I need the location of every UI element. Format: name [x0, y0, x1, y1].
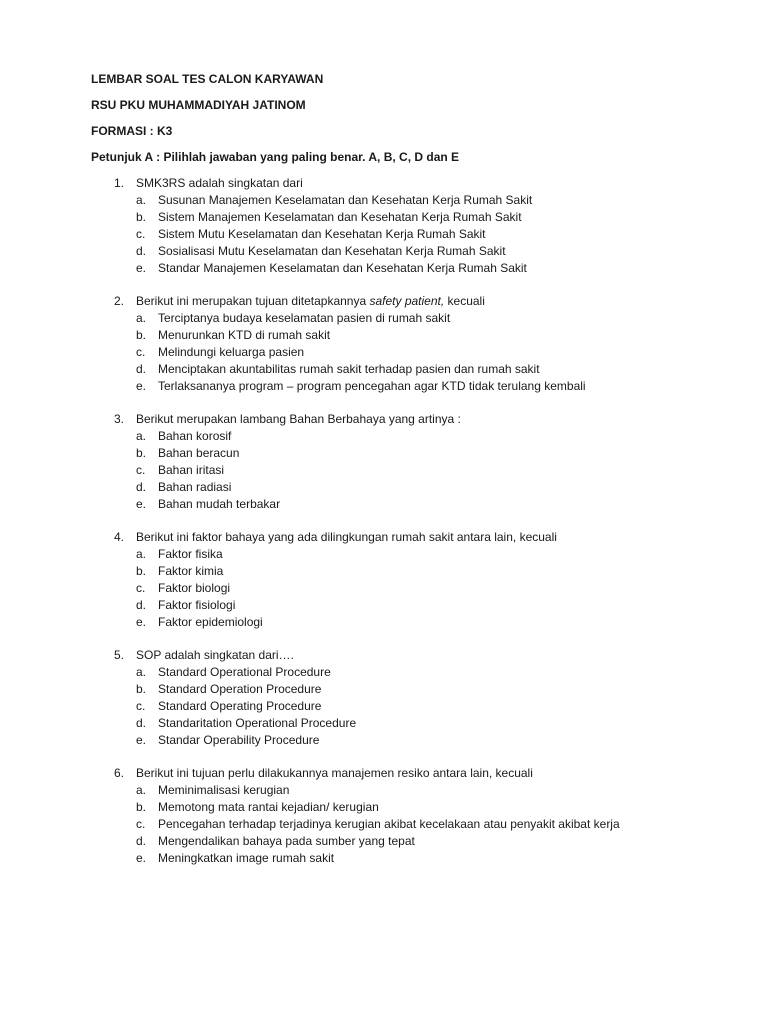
option-b: [0, 681, 768, 698]
option-c: [0, 226, 768, 243]
option-e: [0, 732, 768, 749]
option-text: Susunan Manajemen Keselamatan dan Kesehatan Kerja Rumah Sakit: [158, 193, 533, 207]
option-b: [0, 445, 768, 462]
option-text: Standar Manajemen Keselamatan dan Kesehatan Kerja Rumah Sakit: [158, 261, 527, 275]
option-d: [0, 243, 768, 260]
option-letter: b.: [136, 800, 147, 814]
option-d: [0, 597, 768, 614]
option-b: [0, 799, 768, 816]
option-letter: c.: [136, 817, 146, 831]
option-d: [0, 479, 768, 496]
question-number: 3.: [114, 412, 125, 426]
option-letter: c.: [136, 345, 146, 359]
question-1: [0, 175, 768, 277]
option-text: Sosialisasi Mutu Keselamatan dan Kesehatan Kerja Rumah Sakit: [158, 244, 506, 258]
option-text: Melindungi keluarga pasien: [158, 345, 305, 359]
option-text: Faktor biologi: [158, 581, 231, 595]
question-3: [0, 411, 768, 513]
option-letter: a.: [136, 311, 147, 325]
question-text: Berikut merupakan lambang Bahan Berbahaya yang artinya :: [136, 412, 461, 426]
option-text: Standaritation Operational Procedure: [158, 716, 357, 730]
option-e: [0, 850, 768, 867]
option-b: [0, 327, 768, 344]
option-letter: d.: [136, 244, 147, 258]
option-letter: d.: [136, 362, 147, 376]
question-text-end: kecuali: [444, 294, 485, 308]
option-letter: c.: [136, 463, 146, 477]
option-letter: c.: [136, 581, 146, 595]
question-number: 4.: [114, 530, 125, 544]
question-number: 5.: [114, 648, 125, 662]
option-c: [0, 344, 768, 361]
option-text: Mengendalikan bahaya pada sumber yang tepat: [158, 834, 415, 848]
option-text: Faktor epidemiologi: [158, 615, 263, 629]
option-b: [0, 563, 768, 580]
option-letter: b.: [136, 328, 147, 342]
option-letter: d.: [136, 598, 147, 612]
option-text: Standard Operational Procedure: [158, 665, 331, 679]
option-text: Terciptanya budaya keselamatan pasien di rumah sakit: [158, 311, 451, 325]
option-text: Menurunkan KTD di rumah sakit: [158, 328, 331, 342]
option-a: [0, 546, 768, 563]
option-c: [0, 462, 768, 479]
option-d: [0, 361, 768, 378]
option-letter: e.: [136, 379, 147, 393]
option-text: Bahan korosif: [158, 429, 232, 443]
option-text: Pencegahan terhadap terjadinya kerugian akibat kecelakaan atau penyakit akibat kerja: [158, 817, 620, 831]
option-text: Meminimalisasi kerugian: [158, 783, 290, 797]
option-text: Meningkatkan image rumah sakit: [158, 851, 335, 865]
option-letter: a.: [136, 429, 147, 443]
option-a: [0, 310, 768, 327]
question-text: [136, 293, 485, 310]
option-letter: b.: [136, 210, 147, 224]
option-a: [0, 192, 768, 209]
question-number: 6.: [114, 766, 125, 780]
question-text-start: Berikut ini merupakan tujuan ditetapkannya: [136, 294, 370, 308]
option-b: [0, 209, 768, 226]
option-text: Sistem Mutu Keselamatan dan Kesehatan Kerja Rumah Sakit: [158, 227, 486, 241]
option-a: [0, 428, 768, 445]
question-number: 1.: [114, 176, 125, 190]
option-e: [0, 260, 768, 277]
option-e: [0, 496, 768, 513]
instruction-text: Petunjuk A : Pilihlah jawaban yang paling benar. A, B, C, D dan E: [91, 150, 460, 164]
option-letter: e.: [136, 615, 147, 629]
formation-label: FORMASI : K3: [91, 124, 173, 138]
option-a: [0, 664, 768, 681]
option-text: Bahan radiasi: [158, 480, 232, 494]
question-6: [0, 765, 768, 867]
document-title: LEMBAR SOAL TES CALON KARYAWAN: [91, 72, 324, 86]
option-text: Faktor kimia: [158, 564, 224, 578]
question-text: Berikut ini tujuan perlu dilakukannya manajemen resiko antara lain, kecuali: [136, 766, 533, 780]
option-letter: e.: [136, 851, 147, 865]
question-5: [0, 647, 768, 749]
option-letter: d.: [136, 480, 147, 494]
option-letter: e.: [136, 497, 147, 511]
option-e: [0, 614, 768, 631]
option-text: Terlaksananya program – program pencegahan agar KTD tidak terulang kembali: [158, 379, 586, 393]
option-a: [0, 782, 768, 799]
option-letter: b.: [136, 564, 147, 578]
option-text: Sistem Manajemen Keselamatan dan Kesehatan Kerja Rumah Sakit: [158, 210, 522, 224]
option-text: Menciptakan akuntabilitas rumah sakit terhadap pasien dan rumah sakit: [158, 362, 540, 376]
option-d: [0, 833, 768, 850]
option-text: Standard Operating Procedure: [158, 699, 322, 713]
option-text: Standar Operability Procedure: [158, 733, 320, 747]
option-letter: d.: [136, 716, 147, 730]
option-letter: b.: [136, 446, 147, 460]
question-4: [0, 529, 768, 631]
option-c: [0, 816, 768, 833]
option-text: Memotong mata rantai kejadian/ kerugian: [158, 800, 379, 814]
option-letter: c.: [136, 699, 146, 713]
option-c: [0, 580, 768, 597]
question-text: SOP adalah singkatan dari….: [136, 648, 294, 662]
option-e: [0, 378, 768, 395]
question-number: 2.: [114, 294, 125, 308]
question-text-italic: safety patient,: [369, 294, 445, 308]
option-letter: b.: [136, 682, 147, 696]
question-list: [0, 175, 768, 883]
option-text: Standard Operation Procedure: [158, 682, 322, 696]
option-text: Bahan beracun: [158, 446, 240, 460]
option-letter: a.: [136, 783, 147, 797]
option-letter: e.: [136, 261, 147, 275]
question-2: [0, 293, 768, 395]
option-letter: a.: [136, 665, 147, 679]
option-text: Faktor fisika: [158, 547, 223, 561]
option-letter: a.: [136, 193, 147, 207]
option-letter: a.: [136, 547, 147, 561]
option-letter: c.: [136, 227, 146, 241]
option-letter: e.: [136, 733, 147, 747]
option-text: Bahan mudah terbakar: [158, 497, 281, 511]
question-text: Berikut ini faktor bahaya yang ada dilingkungan rumah sakit antara lain, kecuali: [136, 530, 557, 544]
option-text: Faktor fisiologi: [158, 598, 236, 612]
hospital-name: RSU PKU MUHAMMADIYAH JATINOM: [91, 98, 306, 112]
option-c: [0, 698, 768, 715]
option-d: [0, 715, 768, 732]
option-text: Bahan iritasi: [158, 463, 225, 477]
option-letter: d.: [136, 834, 147, 848]
question-text: SMK3RS adalah singkatan dari: [136, 176, 303, 190]
